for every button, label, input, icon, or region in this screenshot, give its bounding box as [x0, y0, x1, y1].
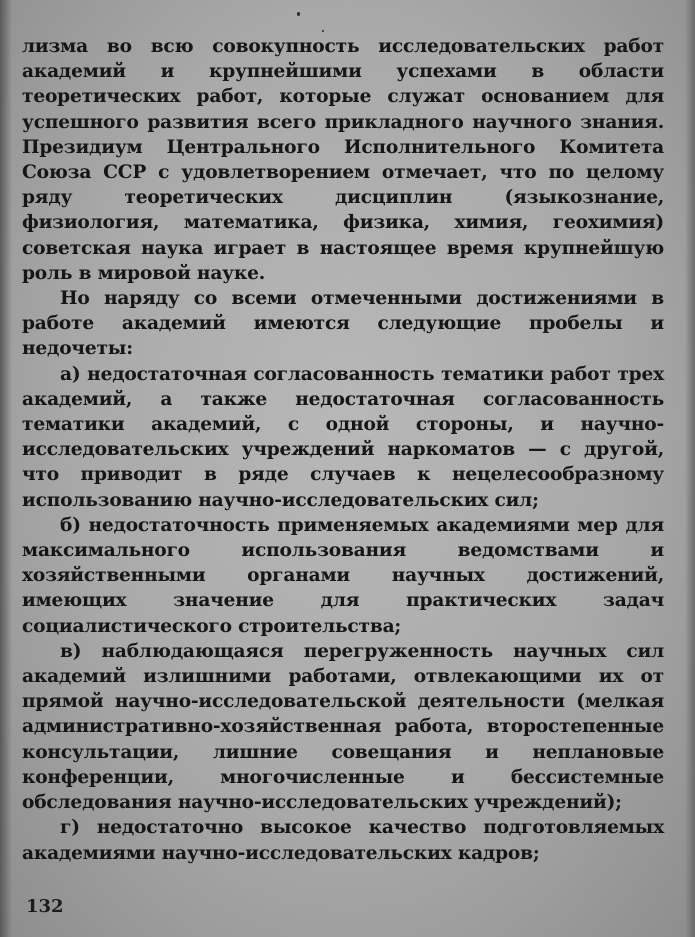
- paragraph: лизма во всю совокупность исследовательских работ академий и крупнейшими успехами в области теоретических работ, которые служат основанием для успешного развития всего прикладного научного знания. Президиум Центрального Исполнительного Комитета Союза ССР с удовлетворением отмечает, что по целому ряду теоретических дисциплин (языкознание, физиология, математика, физика, химия, геохимия) советская наука играет в настоящее время крупнейшую роль в мировой науке.: [22, 36, 664, 284]
- print-speck: [297, 12, 300, 16]
- list-item-g: г) недостаточно высокое качество подготовляемых академиями научно-исследовательских кадров;: [22, 817, 664, 864]
- page-number: 132: [26, 896, 64, 917]
- paragraph: Но наряду со всеми отмеченными достижениями в работе академий имеются следующие пробелы и недочеты:: [22, 288, 664, 360]
- list-item-v: в) наблюдающаяся перегруженность научных сил академий излишними работами, отвлекающими их от прямой научно-исследовательской деятельности (мелкая административно-хозяйственная работа, второстепенные консультации, лишние совещания и неплановые конференции, многочисленные и бессистемные обследования научно-исследовательских учреждений);: [22, 640, 664, 814]
- list-item-a: а) недостаточная согласованность тематики работ трех академий, а также недостаточная согласованность тематики академий, с одной стороны, и научно-исследовательских учреждений наркоматов — с другой, что приводит в ряде случаев к нецелесообразному использованию научно-исследовательских сил;: [22, 363, 664, 511]
- page-edge-shadow-right: [685, 0, 695, 937]
- page-edge-shadow-left: [0, 0, 12, 937]
- body-text: [22, 34, 664, 866]
- list-item-b: б) недостаточность применяемых академиями мер для максимального использования ведомствами и хозяйственными органами научных достижений, имеющих значение для практических задач социалистического строительства;: [22, 514, 664, 637]
- print-speck: [322, 30, 324, 32]
